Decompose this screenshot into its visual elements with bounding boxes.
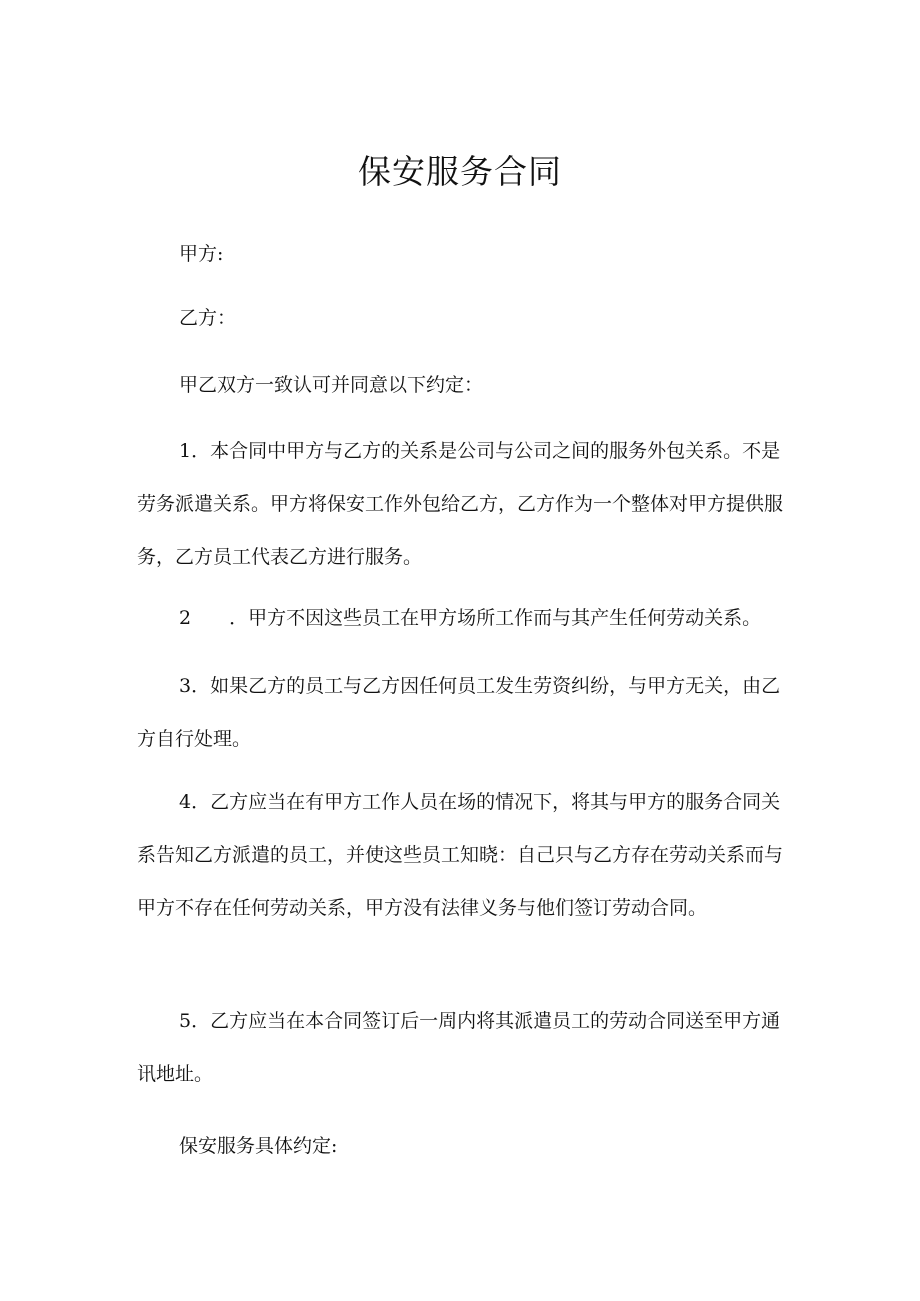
clause-3: 3．如果乙方的员工与乙方因任何员工发生劳资纠纷，与甲方无关，由乙方自行处理。 <box>137 675 781 750</box>
party-b-label: 乙方： <box>179 307 237 329</box>
clause-4: 4．乙方应当在有甲方工作人员在场的情况下，将其与甲方的服务合同关系告知乙方派遣的员工，并使这些员工知晓：自己只与乙方存在劳动关系而与甲方不存在任何劳动关系，甲方没有法律义务与他们签订劳动合同。 <box>137 791 784 919</box>
party-a-label: 甲方: <box>179 243 224 265</box>
clause-1: 1．本合同中甲方与乙方的关系是公司与公司之间的服务外包关系。不是劳务派遣关系。甲方将保安工作外包给乙方，乙方作为一个整体对甲方提供服务，乙方员工代表乙方进行服务。 <box>137 440 784 568</box>
document-title: 保安服务合同 <box>358 152 562 191</box>
section-heading: 保安服务具体约定: <box>179 1135 338 1157</box>
intro-text: 甲乙双方一致认可并同意以下约定： <box>179 374 484 396</box>
clause-2: 2 ．甲方不因这些员工在甲方场所工作而与其产生任何劳动关系。 <box>179 607 762 629</box>
clause-5: 5．乙方应当在本合同签订后一周内将其派遣员工的劳动合同送至甲方通讯地址。 <box>137 1010 781 1085</box>
